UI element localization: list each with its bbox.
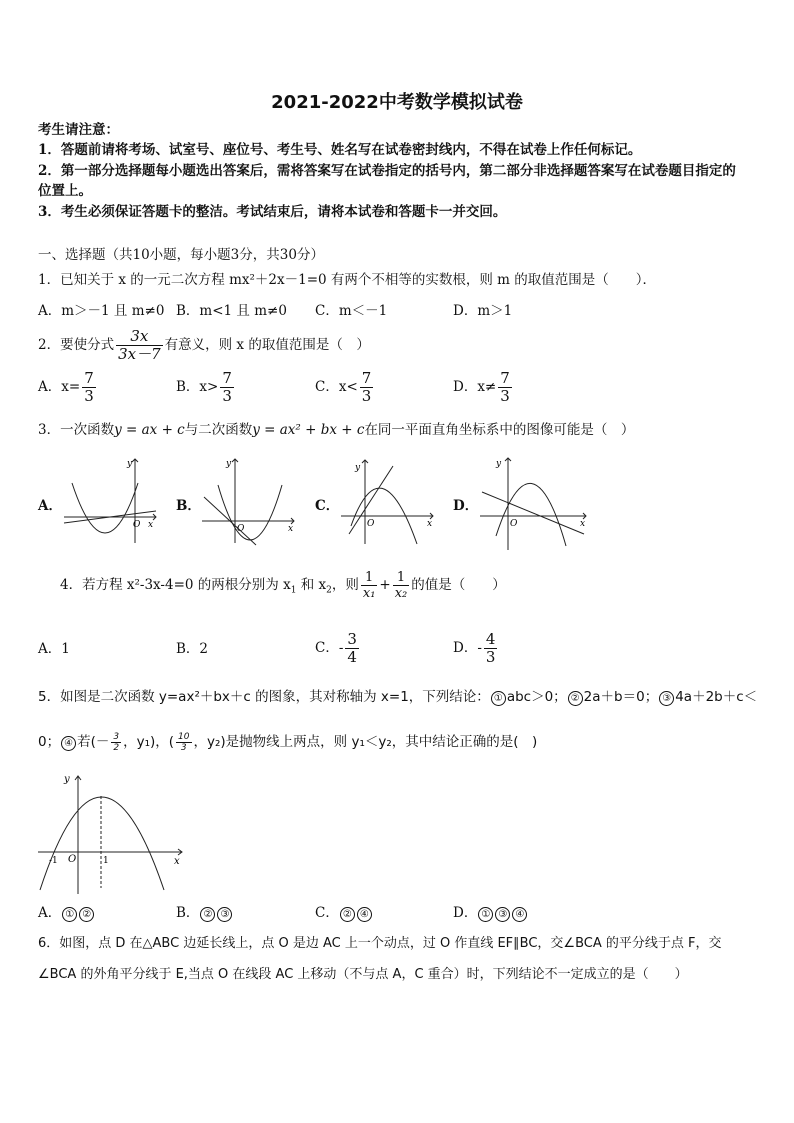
x-label: x [288,524,294,534]
q2-option-a [38,370,98,405]
q4-frac-1 [361,570,378,601]
q2-b-num: 7 [222,369,232,387]
q2-a-den: 3 [84,387,94,405]
q4-pre: 4．若方程 x²-3x-4=0 的两根分别为 x [60,577,291,593]
q2-option-b [176,370,236,405]
q2-c-label: C．x< [315,379,358,395]
q3-stem [38,421,634,439]
line [482,492,584,534]
q1-stem: 1．已知关于 x 的一元二次方程 mx²＋2x－1=0 有两个不相等的实数根，则 m 的取值范围是（ ）． [38,272,657,288]
q3-graph-c [337,452,437,547]
q4-c-num: 3 [347,630,357,648]
q5-d-label: D． [453,905,478,921]
parabola [72,483,138,533]
q2-option-c [315,370,375,405]
origin-label: O [68,854,77,865]
q3-graph-d-label: D． [453,498,479,514]
section-heading: 一、选择题（共10小题，每小题3分，共30分） [38,247,324,263]
q2-c-den: 3 [361,387,372,405]
q5-b-circle-1: ② [200,907,215,922]
q5-frac-2-num: 10 [178,731,190,742]
q1-option-d: D．m＞1 [453,303,513,319]
q5-s3: 4a＋2b＋c＜ [675,689,758,705]
q2-a-frac [82,370,96,405]
q2-b-den: 3 [222,387,232,405]
q3-graph-c-label: C． [315,498,340,514]
q3-linear-formula: y = ax + c [114,422,185,438]
q4-option-c [315,630,361,666]
q5-option-b [176,904,233,922]
q4-frac-2-den: x₂ [394,586,408,601]
q3-graph-a-label: A． [38,498,62,514]
q3-graph-d [478,452,590,552]
x-label: x [148,520,154,530]
q5-option-a [38,904,95,922]
q2-d-frac [498,370,512,405]
x-label: x [174,856,180,867]
q5-c-circle-1: ② [340,907,355,922]
q5-frac-1 [111,732,121,753]
page-title: 2021-2022中考数学模拟试卷 [271,92,523,113]
q2-b-label: B．x> [176,379,219,395]
q4-option-a: A．1 [38,641,70,657]
q2-post: 有意义，则 x 的取值范围是（ ） [164,337,370,353]
q3-pre: 3．一次函数 [38,422,115,438]
q2-d-num: 7 [500,369,510,387]
q3-mid: 与二次函数 [184,422,253,438]
q5-d-circle-2: ③ [495,907,510,922]
y-label: y [64,774,70,785]
q5-frac-1-den: 2 [113,742,120,753]
q4-d-label: D．- [453,640,482,656]
q4-frac-1-den: x₁ [362,586,376,601]
q4-stem: 4．若方程 x²-3x-4=0 的两根分别为 $x_1$ 和 $x_2$，则 $\frac{1}{\text{x₁}}$ + $\frac{1}{\text{x₂}}$ 的值是（ ） [60,570,506,601]
q4-d-den: 3 [485,648,496,666]
q5-graph [36,770,186,896]
y-label: y [226,459,232,469]
q1-option-a: A．m＞－1 且 m≠0 [38,303,165,319]
tick-1: 1 [103,856,109,866]
q4-sub2: 2 [326,585,332,596]
q2-frac-den: 3x－7 [118,345,161,363]
x-label: x [580,519,586,529]
origin-label: O [237,524,245,534]
q4-frac-2-num: 1 [393,570,410,586]
q5-frac-1-num: 3 [113,731,120,742]
q4-post2: 的值是（ ） [411,577,506,593]
q4-sub1: 1 [290,585,297,596]
tick-neg1: -1 [49,856,58,866]
q4-c-frac [345,631,359,666]
q5-c-label: C． [315,905,339,921]
parabola [40,797,164,890]
q5-circle-3: ③ [659,691,674,706]
q5-c-circle-2: ④ [357,907,372,922]
notice-line-1: 1．答题前请将考场、试室号、座位号、考生号、姓名写在试卷密封线内，不得在试卷上作任何标记。 [38,142,642,158]
q3-quadratic-formula: y = ax² + bx + c [252,422,365,438]
x-label: x [427,519,433,529]
q5-s6: ，y₂)是抛物线上两点，则 y₁＜y₂，其中结论正确的是( ) [193,734,538,750]
q5-line1-text: 5．如图是二次函数 y=ax²＋bx＋c 的图象，其对称轴为 x=1，下列结论： [38,689,490,705]
q5-a-circle-2: ② [79,907,94,922]
q5-a-label: A． [38,905,62,921]
q1-option-b: B．m<1 且 m≠0 [176,303,287,319]
origin-label: O [133,520,141,530]
q5-s1: abc＞0； [506,689,567,705]
q5-circle-2: ② [568,691,583,706]
q2-stem [38,328,370,363]
q2-fraction [116,328,163,363]
q2-d-label: D．x≠ [453,379,497,395]
q4-mid: 和 x [296,577,327,593]
q5-b-label: B． [176,905,200,921]
parabola [218,485,282,540]
q5-option-c [315,904,373,922]
q1-option-c: C．m＜－1 [315,303,388,319]
q2-b-frac [220,370,234,405]
q5-frac-2-den: 3 [180,742,187,753]
notice-heading: 考生请注意： [38,122,119,138]
q2-c-frac [360,370,374,405]
q5-line-2 [38,728,537,756]
q4-c-label: C．- [315,640,344,656]
q5-option-d [453,904,528,922]
q4-option-d [453,630,499,666]
q4-post1: ，则 [331,577,359,593]
q5-a-circle-1: ① [62,907,77,922]
y-label: y [127,459,133,469]
q3-graph-b-label: B． [176,498,201,514]
q5-s4: 若(－ [77,734,110,750]
q6-line-1: 6．如图，点 D 在△ABC 边延长线上，点 O 是边 AC 上一个动点，过 O 作直线 EF∥BC，交∠BCA 的平分线于点 F，交 [38,936,722,951]
q4-d-frac [484,631,498,666]
q6-line-2: ∠BCA 的外角平分线于 E,当点 O 在线段 AC 上移动（不与点 A，C 重合）时，下列结论不一定成立的是（ ） [38,967,688,982]
q3-graph-a [60,455,160,547]
y-label: y [355,463,361,473]
q2-option-d [453,370,514,405]
q3-post: 在同一平面直角坐标系中的图像可能是（ ） [364,422,635,438]
notice-line-3: 3．考生必须保证答题卡的整洁。考试结束后，请将本试卷和答题卡一并交回。 [38,204,507,220]
q5-circle-4: ④ [61,736,76,751]
q5-d-circle-1: ① [478,907,493,922]
q5-b-circle-2: ③ [217,907,232,922]
q2-d-den: 3 [500,387,510,405]
y-label: y [496,459,502,469]
q4-d-num: 4 [485,630,496,648]
origin-label: O [510,519,518,529]
q5-s5: ，y₁)，( [123,734,175,750]
q4-frac-1-num: 1 [361,570,378,586]
origin-label: O [367,519,375,529]
notice-line-2b: 位置上。 [38,183,92,199]
q3-graph-b [198,455,298,547]
q4-frac-2 [393,570,410,601]
q2-frac-num: 3x [116,328,163,346]
notice-line-2a: 2．第一部分选择题每小题选出答案后，需将答案写在试卷指定的括号内，第二部分非选择题答案写在试卷题目指定的 [38,163,736,179]
q5-line-1 [38,688,757,706]
q5-line2a: 0； [38,734,61,750]
q5-frac-2 [176,732,191,753]
q5-circle-1: ① [491,691,506,706]
q2-a-num: 7 [84,369,94,387]
parabola [496,483,566,546]
q2-pre: 2．要使分式 [38,337,115,353]
q2-a-label: A．x= [38,379,81,395]
q5-d-circle-3: ④ [512,907,527,922]
q4-c-den: 4 [347,648,357,666]
q5-s2: 2a＋b＝0； [583,689,659,705]
q4-option-b: B．2 [176,641,209,657]
q2-c-num: 7 [361,369,372,387]
